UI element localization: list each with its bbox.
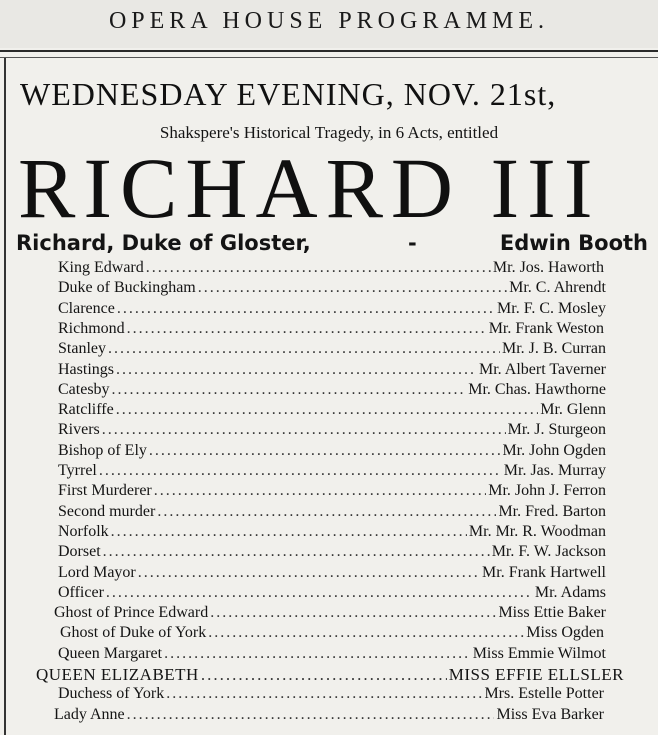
cast-role: Second murder: [58, 502, 156, 520]
cast-role: Queen Margaret: [58, 644, 163, 662]
leader-dots: [138, 564, 480, 582]
cast-actor: Mr. Fred. Barton: [498, 502, 606, 520]
cast-role: Ghost of Prince Edward: [54, 604, 209, 622]
cast-actor: Mr. F. W. Jackson: [491, 543, 606, 561]
cast-role: Norfolk: [58, 522, 109, 540]
cast-role: QUEEN ELIZABETH: [36, 665, 199, 684]
cast-role: Richmond: [58, 319, 125, 337]
leader-dots: [127, 706, 495, 724]
leader-dots: [201, 665, 447, 685]
lead-actor: Edwin Booth: [499, 231, 648, 255]
leader-dots: [164, 645, 471, 663]
cast-row: [54, 604, 606, 624]
leader-dots: [108, 340, 500, 358]
cast-row: [58, 523, 606, 543]
programme-header-title: OPERA HOUSE PROGRAMME.: [108, 8, 550, 34]
cast-role: Tyrrel: [58, 462, 97, 479]
leader-dots: [103, 543, 490, 561]
cast-row: [58, 421, 606, 441]
cast-actor: Miss Ogden: [526, 624, 604, 642]
cast-row: [58, 584, 606, 604]
cast-role: Ghost of Duke of York: [60, 624, 207, 642]
cast-row: [58, 381, 606, 401]
cast-role: Officer: [58, 583, 104, 601]
cast-row: [58, 442, 606, 462]
cast-actor: Mr. J. B. Curran: [502, 340, 606, 358]
leader-dots: [198, 279, 507, 297]
cast-actor: Mr. Adams: [534, 583, 606, 601]
cast-actor: Mr. Jos. Haworth: [492, 259, 604, 276]
cast-role: Hastings: [58, 360, 114, 378]
leader-dots: [127, 320, 487, 338]
cast-role: Clarence: [58, 299, 115, 317]
cast-role: First Murderer: [58, 482, 152, 500]
leader-dots: [154, 482, 486, 500]
cast-row: [58, 685, 604, 705]
lead-dash: -: [408, 231, 417, 255]
leader-dots: [112, 381, 467, 399]
cast-row: [58, 300, 606, 320]
leader-dots: [99, 462, 502, 480]
leader-dots: [106, 584, 533, 602]
leader-dots: [166, 685, 482, 703]
cast-actor: Mr. Mr. R. Woodman: [468, 522, 606, 540]
cast-role: King Edward: [58, 259, 144, 276]
cast-row: [58, 645, 606, 665]
cast-actor: Miss Eva Barker: [496, 705, 604, 723]
cast-actor: Miss Emmie Wilmot: [472, 644, 606, 662]
cast-actor: Mr. J. Sturgeon: [507, 421, 606, 439]
leader-dots: [157, 503, 496, 521]
cast-actor: Mr. Frank Hartwell: [482, 563, 606, 581]
cast-actor: Mr. Glenn: [540, 401, 606, 419]
cast-row: [60, 624, 604, 644]
cast-row: [58, 259, 604, 279]
leader-dots: [111, 523, 467, 541]
lead-role: Richard, Duke of Gloster,: [16, 231, 311, 255]
cast-row: [58, 482, 606, 502]
play-subtitle: Shakspere's Historical Tragedy, in 6 Acts, entitled: [159, 123, 499, 142]
cast-actor: Mr. Jas. Murray: [503, 462, 606, 479]
cast-actor: Miss Ettie Baker: [498, 604, 606, 622]
leader-dots: [210, 604, 496, 622]
cast-actor: Mr. John J. Ferron: [488, 482, 606, 500]
cast-row: [58, 564, 606, 584]
cast-row: [58, 503, 606, 523]
cast-role: Lady Anne: [54, 705, 125, 723]
leader-dots: [149, 442, 501, 460]
leader-dots: [117, 300, 495, 318]
cast-row: [54, 706, 604, 726]
cast-actor: Mrs. Estelle Potter: [484, 685, 604, 703]
leader-dots: [146, 259, 491, 277]
cast-actor: Mr. Albert Taverner: [479, 360, 606, 378]
cast-actor: MISS EFFIE ELLSLER: [448, 665, 624, 684]
performance-date: WEDNESDAY EVENING, NOV. 21st,: [20, 76, 557, 112]
cast-role: Bishop of Ely: [58, 441, 147, 459]
cast-row: [58, 401, 606, 421]
cast-role: Stanley: [58, 340, 106, 358]
cast-actor: Mr. John Ogden: [502, 441, 606, 459]
cast-actor: Mr. Frank Weston: [488, 319, 604, 337]
cast-actor: Mr. F. C. Mosley: [497, 299, 606, 317]
cast-row: [58, 320, 604, 340]
cast-role: Dorset: [58, 543, 101, 561]
cast-role: Duke of Buckingham: [58, 279, 196, 297]
leader-dots: [116, 401, 539, 419]
cast-row: [58, 340, 606, 360]
leader-dots: [208, 624, 524, 642]
cast-row: [58, 462, 606, 482]
cast-role: Ratcliffe: [58, 401, 114, 419]
cast-row: [58, 361, 606, 381]
play-title: RICHARD III: [18, 140, 601, 236]
cast-actor: Mr. C. Ahrendt: [509, 279, 606, 297]
cast-role: Rivers: [58, 421, 100, 439]
cast-role: Catesby: [58, 380, 110, 398]
cast-row: [36, 665, 624, 685]
cast-row: [58, 543, 606, 563]
leader-dots: [102, 421, 506, 439]
cast-role: Duchess of York: [58, 685, 165, 703]
cast-role: Lord Mayor: [58, 563, 136, 581]
cast-row: [58, 279, 606, 299]
cast-actor: Mr. Chas. Hawthorne: [468, 380, 606, 398]
leader-dots: [116, 361, 477, 379]
